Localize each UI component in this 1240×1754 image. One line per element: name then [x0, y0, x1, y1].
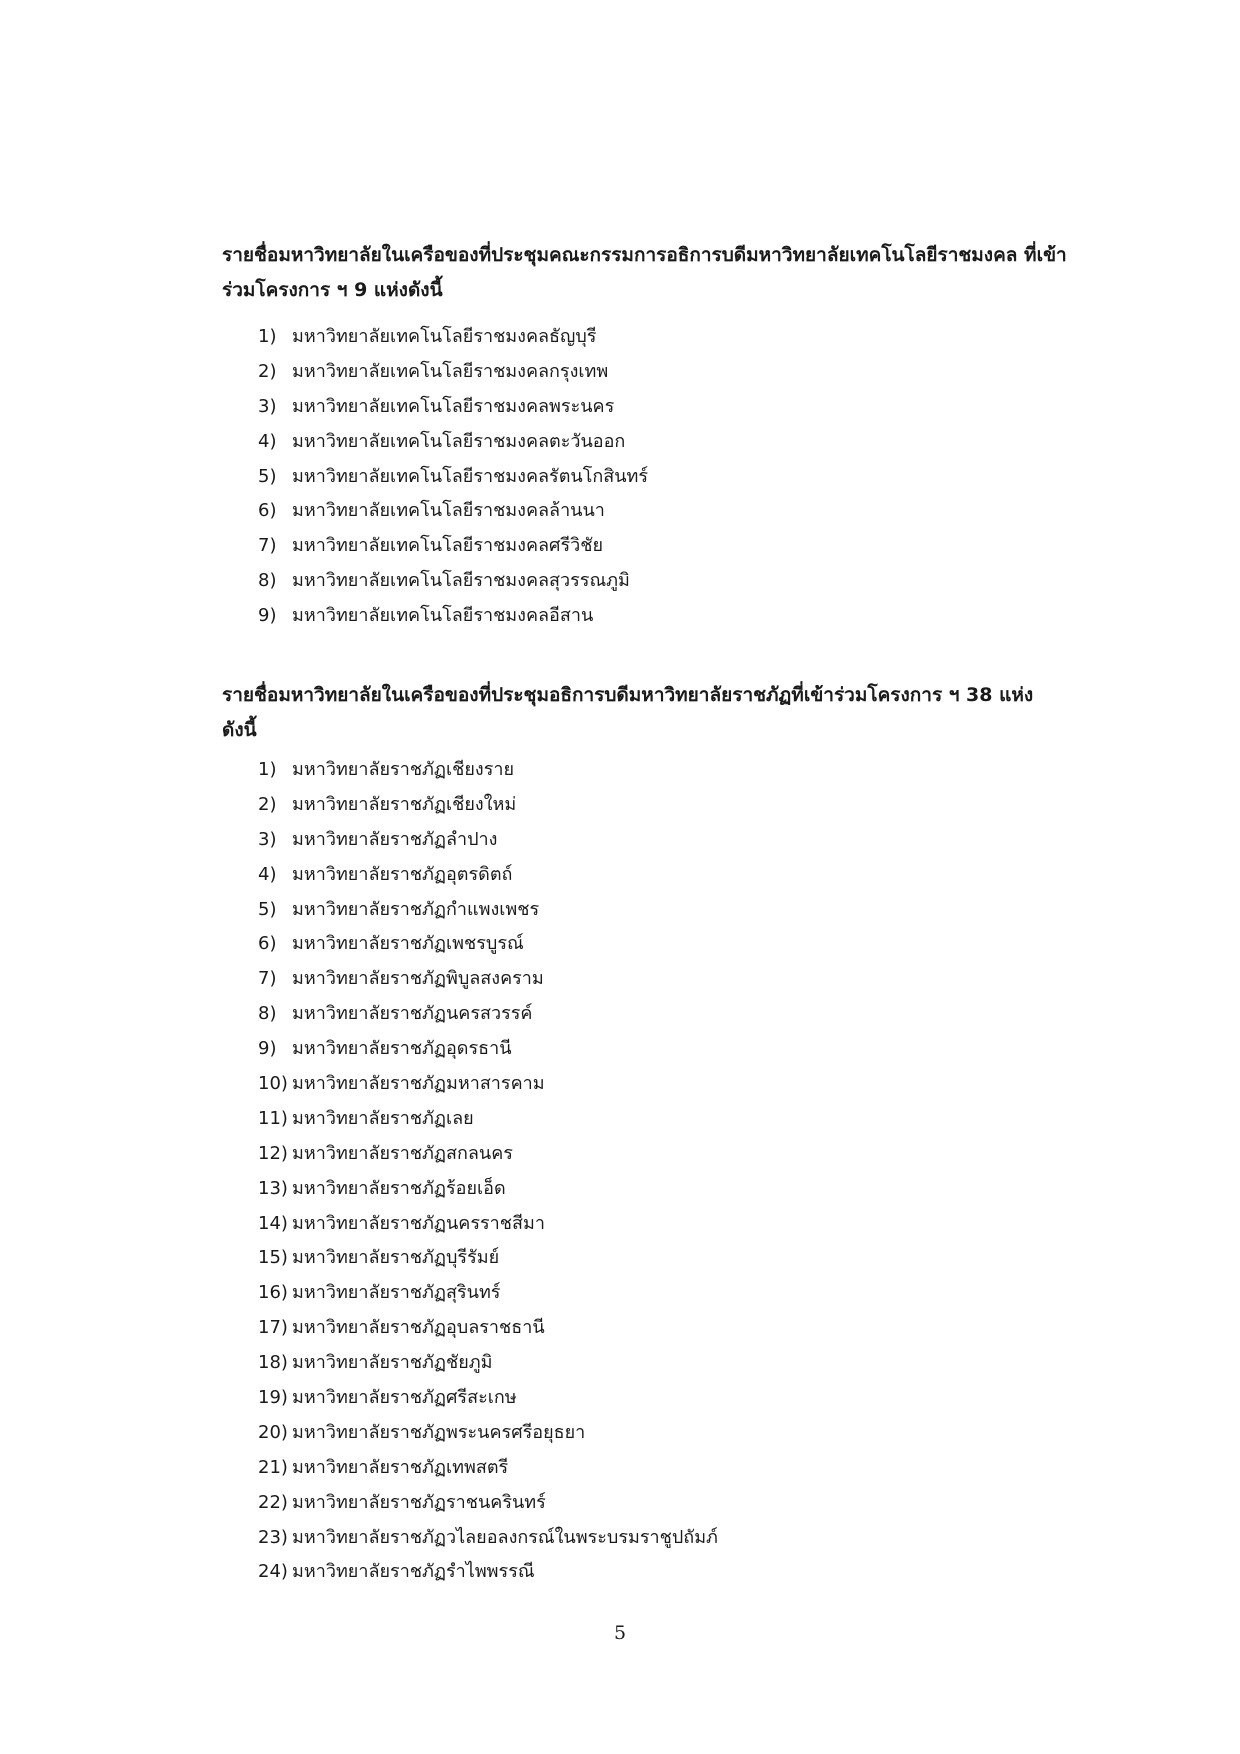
- list-item: [258, 599, 648, 634]
- list-item: [258, 1311, 718, 1346]
- item-number: 19): [258, 1387, 288, 1409]
- university-name: มหาวิทยาลัยราชภัฏร้อยเอ็ด: [292, 1177, 506, 1199]
- list-item: [258, 390, 648, 425]
- page-number: 5: [613, 1622, 627, 1644]
- list-item: [258, 1172, 718, 1207]
- university-name: มหาวิทยาลัยราชภัฏชัยภูมิ: [292, 1352, 493, 1374]
- item-number: 17): [258, 1317, 288, 1339]
- university-name: มหาวิทยาลัยราชภัฏกำแพงเพชร: [292, 898, 540, 920]
- list-item: [258, 858, 718, 893]
- university-name: มหาวิทยาลัยราชภัฏสกลนคร: [292, 1142, 513, 1164]
- university-name: มหาวิทยาลัยราชภัฏเพชรบูรณ์: [292, 933, 524, 955]
- item-number: 12): [258, 1142, 288, 1164]
- university-name: มหาวิทยาลัยราชภัฏนครราชสีมา: [292, 1212, 545, 1234]
- item-number: 24): [258, 1561, 288, 1583]
- item-number: 21): [258, 1456, 288, 1478]
- university-name: มหาวิทยาลัยราชภัฏเชียงใหม่: [292, 793, 517, 815]
- list-item: [258, 927, 718, 962]
- list-item: [258, 893, 718, 928]
- list-item: [258, 1381, 718, 1416]
- item-number: 3): [258, 828, 277, 850]
- university-name: มหาวิทยาลัยเทคโนโลยีราชมงคลรัตนโกสินทร์: [292, 465, 649, 487]
- item-number: 8): [258, 1003, 277, 1025]
- list-item: [258, 564, 648, 599]
- item-number: 1): [258, 326, 277, 347]
- list-item: [258, 1241, 718, 1276]
- list-item: [258, 1102, 718, 1137]
- list-item: [258, 753, 718, 788]
- university-name: มหาวิทยาลัยราชภัฏสุรินทร์: [292, 1282, 501, 1304]
- list-item: [258, 997, 718, 1032]
- list-item: [258, 320, 648, 355]
- item-number: 20): [258, 1421, 288, 1443]
- list-item: [258, 1032, 718, 1067]
- item-number: 11): [258, 1107, 288, 1129]
- item-number: 2): [258, 793, 277, 815]
- list-item: [258, 1207, 718, 1242]
- section-heading-rajabhat: รายชื่อมหาวิทยาลัยในเครือของที่ประชุมอธิการบดีมหาวิทยาลัยราชภัฏที่เข้าร่วมโครงการ ฯ 38 แห่ง ดังนี้: [222, 684, 1034, 741]
- university-name: มหาวิทยาลัยเทคโนโลยีราชมงคลสุวรรณภูมิ: [292, 570, 630, 592]
- item-number: 4): [258, 863, 277, 885]
- university-name: มหาวิทยาลัยราชภัฏเชียงราย: [292, 759, 515, 780]
- list-item: [258, 1486, 718, 1521]
- list-item: [258, 1346, 718, 1381]
- item-number: 6): [258, 500, 277, 522]
- list-item: [258, 355, 648, 390]
- university-name: มหาวิทยาลัยราชภัฏศรีสะเกษ: [292, 1387, 517, 1409]
- rmut-university-list: [258, 320, 648, 634]
- item-number: 14): [258, 1212, 288, 1234]
- item-number: 23): [258, 1526, 288, 1548]
- university-name: มหาวิทยาลัยราชภัฏนครสวรรค์: [292, 1003, 533, 1025]
- item-number: 9): [258, 605, 277, 627]
- item-number: 16): [258, 1282, 288, 1304]
- university-name: มหาวิทยาลัยราชภัฏลำปาง: [292, 828, 498, 850]
- university-name: มหาวิทยาลัยราชภัฏบุรีรัมย์: [292, 1247, 500, 1269]
- university-name: มหาวิทยาลัยราชภัฏเทพสตรี: [292, 1456, 509, 1478]
- list-item: [258, 425, 648, 460]
- item-number: 8): [258, 570, 277, 592]
- university-name: มหาวิทยาลัยเทคโนโลยีราชมงคลพระนคร: [292, 395, 615, 417]
- university-name: มหาวิทยาลัยเทคโนโลยีราชมงคลธัญบุรี: [292, 326, 597, 347]
- university-name: มหาวิทยาลัยราชภัฏพระนครศรีอยุธยา: [292, 1421, 586, 1443]
- list-item: [258, 823, 718, 858]
- item-number: 5): [258, 465, 277, 487]
- university-name: มหาวิทยาลัยราชภัฏวไลยอลงกรณ์ในพระบรมราชูปถัมภ์: [292, 1526, 718, 1548]
- list-item: [258, 1276, 718, 1311]
- item-number: 2): [258, 360, 277, 382]
- university-name: มหาวิทยาลัยราชภัฏอุตรดิตถ์: [292, 863, 513, 885]
- item-number: 3): [258, 395, 277, 417]
- list-item: [258, 1555, 718, 1590]
- university-name: มหาวิทยาลัยราชภัฏเลย: [292, 1107, 474, 1129]
- item-number: 15): [258, 1247, 288, 1269]
- item-number: 10): [258, 1073, 288, 1095]
- section-heading-rmut: รายชื่อมหาวิทยาลัยในเครือของที่ประชุมคณะกรรมการอธิการบดีมหาวิทยาลัยเทคโนโลยีราชมงคล ที่เข้าร่วมโครงการ ฯ 9 แห่งดังนี้: [222, 244, 1067, 301]
- university-name: มหาวิทยาลัยราชภัฏอุบลราชธานี: [292, 1317, 545, 1339]
- item-number: 7): [258, 535, 277, 557]
- list-item: [258, 1521, 718, 1556]
- list-item: [258, 962, 718, 997]
- list-item: [258, 529, 648, 564]
- university-name: มหาวิทยาลัยราชภัฏพิบูลสงคราม: [292, 968, 544, 990]
- list-item: [258, 460, 648, 495]
- university-name: มหาวิทยาลัยเทคโนโลยีราชมงคลล้านนา: [292, 500, 605, 522]
- list-item: [258, 1451, 718, 1486]
- list-item: [258, 494, 648, 529]
- university-name: มหาวิทยาลัยราชภัฏอุดรธานี: [292, 1038, 512, 1060]
- item-number: 7): [258, 968, 277, 990]
- university-name: มหาวิทยาลัยเทคโนโลยีราชมงคลอีสาน: [292, 605, 594, 627]
- item-number: 18): [258, 1352, 288, 1374]
- university-name: มหาวิทยาลัยราชภัฏราชนครินทร์: [292, 1491, 546, 1513]
- list-item: [258, 1137, 718, 1172]
- university-name: มหาวิทยาลัยเทคโนโลยีราชมงคลศรีวิชัย: [292, 535, 604, 557]
- rajabhat-university-list: [258, 753, 718, 1590]
- university-name: มหาวิทยาลัยราชภัฏมหาสารคาม: [292, 1073, 545, 1095]
- item-number: 5): [258, 898, 277, 920]
- university-name: มหาวิทยาลัยเทคโนโลยีราชมงคลตะวันออก: [292, 430, 626, 452]
- item-number: 13): [258, 1177, 288, 1199]
- list-item: [258, 1067, 718, 1102]
- university-name: มหาวิทยาลัยราชภัฏรำไพพรรณี: [292, 1561, 535, 1583]
- item-number: 9): [258, 1038, 277, 1060]
- list-item: [258, 1416, 718, 1451]
- item-number: 6): [258, 933, 277, 955]
- item-number: 22): [258, 1491, 288, 1513]
- item-number: 4): [258, 430, 277, 452]
- list-item: [258, 788, 718, 823]
- university-name: มหาวิทยาลัยเทคโนโลยีราชมงคลกรุงเทพ: [292, 360, 609, 382]
- item-number: 1): [258, 759, 277, 780]
